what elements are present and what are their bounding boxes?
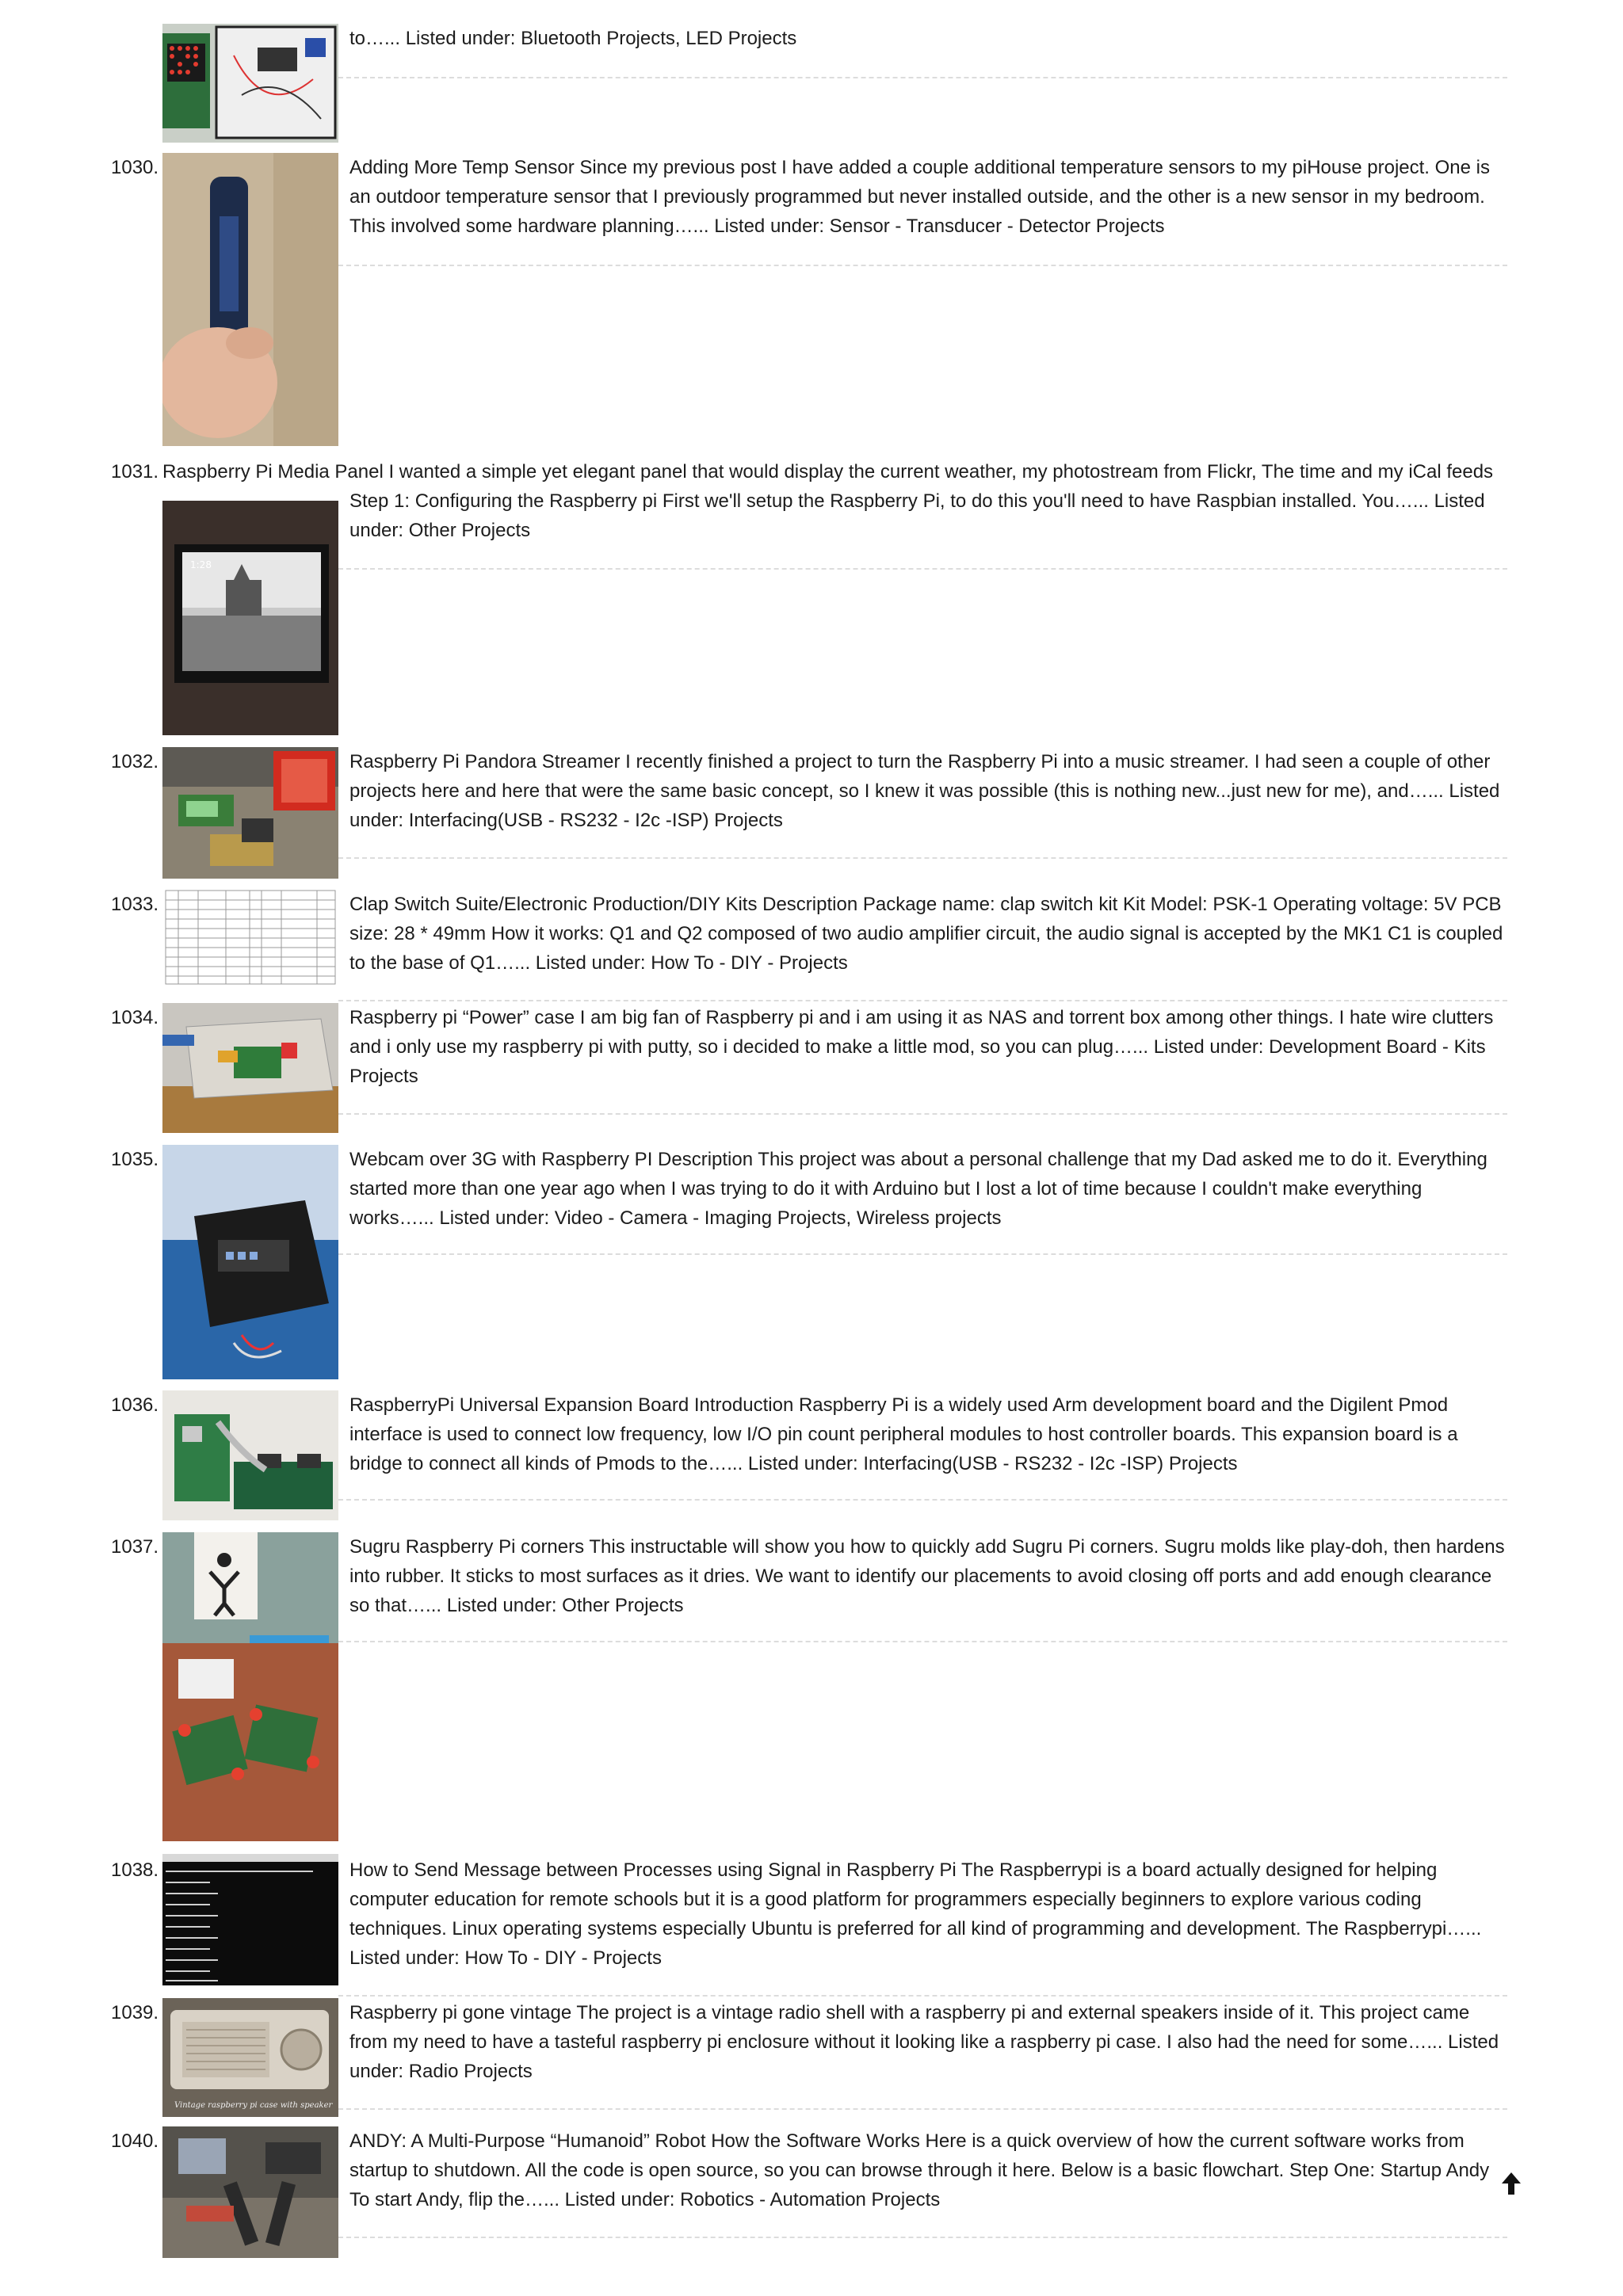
thumbnail-image[interactable] bbox=[162, 501, 338, 735]
thumbnail-image[interactable] bbox=[162, 1145, 338, 1379]
item-number: 1040. bbox=[111, 2130, 159, 2152]
thumbnail-image[interactable] bbox=[162, 1854, 338, 1985]
divider bbox=[338, 1995, 1507, 1997]
divider bbox=[338, 1641, 1507, 1642]
item-number: 1038. bbox=[111, 1859, 159, 1881]
item-number: 1032. bbox=[111, 751, 159, 772]
thumbnail-image[interactable] bbox=[162, 24, 338, 143]
thumbnail-image[interactable] bbox=[162, 1390, 338, 1520]
divider bbox=[338, 2108, 1507, 2110]
listing-text[interactable]: Webcam over 3G with Raspberry PI Description This project was about a personal challenge that my Dad asked me to do it. Everything started more than one year ago when I was trying to do it with Arduino but I lost a lot of time because I couldn't make everything works…... Listed under: Video - Camera - Imaging Projects, Wireless projects bbox=[349, 1149, 1487, 1229]
divider bbox=[338, 568, 1507, 570]
thumbnail-caption: Vintage raspberry pi case with speaker bbox=[174, 2101, 333, 2110]
listing-text[interactable]: Raspberry pi gone vintage The project is a vintage radio shell with a raspberry pi and external speakers inside of it. This project came from my need to have a tasteful raspberry pi enclosure without it looking like a raspberry pi case. I also had the need for some…... Listed under: Radio Projects bbox=[349, 2002, 1499, 2082]
listing-text[interactable]: to…... Listed under: Bluetooth Projects, LED Projects bbox=[349, 28, 797, 49]
divider bbox=[338, 265, 1507, 266]
divider bbox=[338, 1499, 1507, 1501]
thumbnail-image[interactable] bbox=[162, 1532, 338, 1841]
thumbnail-image[interactable] bbox=[162, 747, 338, 879]
divider bbox=[338, 857, 1507, 859]
listing-text[interactable]: Step 1: Configuring the Raspberry pi First we'll setup the Raspberry Pi, to do this you'll need to have Raspbian installed. You…... Listed under: Other Projects bbox=[349, 490, 1485, 541]
divider bbox=[338, 1000, 1507, 1001]
listing-text[interactable]: How to Send Message between Processes using Signal in Raspberry Pi The Raspberrypi is a board actually designed for helping computer education for remote schools but it is a good platform for programmers especially beginners to explore various coding techniques. Linux operating systems especially Ubuntu is preferred for all kind of programming and development. The Raspberrypi…... Listed under: How To - DIY - Projects bbox=[349, 1859, 1482, 1969]
item-number: 1030. bbox=[111, 157, 159, 178]
divider bbox=[338, 77, 1507, 78]
arrow-up-icon[interactable] bbox=[1500, 2171, 1522, 2196]
thumbnail-image[interactable] bbox=[162, 153, 338, 446]
thumbnail-image[interactable] bbox=[162, 887, 338, 987]
thumbnail-image[interactable] bbox=[162, 2126, 338, 2258]
divider bbox=[338, 1113, 1507, 1115]
divider bbox=[338, 2237, 1507, 2238]
svg-text:1:28: 1:28 bbox=[190, 559, 212, 570]
listing-text[interactable]: Adding More Temp Sensor Since my previous post I have added a couple additional temperature sensors to my piHouse project. One is an outdoor temperature sensor that I previously programmed but never installed outside, and the other is a new sensor in my bedroom. This involved some hardware planning…... Listed under: Sensor - Transducer - Detector Projects bbox=[349, 157, 1491, 237]
thumbnail-image[interactable] bbox=[162, 1998, 338, 2117]
item-number: 1037. bbox=[111, 1536, 159, 1558]
listing-text[interactable]: Raspberry pi “Power” case I am big fan of Raspberry pi and i am using it as NAS and torrent box among other things. I hate wire clutters and i only use my raspberry pi with putty, so i decided to make a little mod, so you can plug…... Listed under: Development Board - Kits Projects bbox=[349, 1007, 1494, 1087]
listing-title-line[interactable]: Raspberry Pi Media Panel I wanted a simple yet elegant panel that would display the current weather, my photostream from Flickr, The time and my iCal feeds bbox=[162, 461, 1494, 482]
listing-text[interactable]: Raspberry Pi Pandora Streamer I recently finished a project to turn the Raspberry Pi into a music streamer. I had seen a couple of other projects here and here that were the same basic concept, so I knew it was possible (this is nothing new...just new for me), and…... Listed under: Interfacing(USB - RS232 - I2c -ISP) Projects bbox=[349, 751, 1500, 831]
item-number: 1031. bbox=[111, 461, 159, 482]
listing-text[interactable]: ANDY: A Multi-Purpose “Humanoid” Robot How the Software Works Here is a quick overview of how the current software works from startup to shutdown. All the code is open source, so you can browse through it here. Below is a basic flowchart. Step One: Startup Andy To start Andy, flip the…... Listed under: Robotics - Automation Projects bbox=[349, 2130, 1490, 2210]
item-number: 1034. bbox=[111, 1007, 159, 1028]
item-number: 1035. bbox=[111, 1149, 159, 1170]
item-number: 1036. bbox=[111, 1394, 159, 1416]
divider bbox=[338, 1253, 1507, 1255]
item-number: 1033. bbox=[111, 894, 159, 915]
item-number: 1039. bbox=[111, 2002, 159, 2023]
listing-text[interactable]: Clap Switch Suite/Electronic Production/DIY Kits Description Package name: clap switch kit Kit Model: PSK-1 Operating voltage: 5V PCB size: 28 * 49mm How it works: Q1 and Q2 composed of two audio amplifier circuit, the audio signal is accepted by the MK1 C1 is coupled to the base of Q1…... Listed under: How To - DIY - Projects bbox=[349, 894, 1503, 974]
listing-text[interactable]: Sugru Raspberry Pi corners This instructable will show you how to quickly add Sugru Pi corners. Sugru molds like play-doh, then hardens into rubber. It sticks to most surfaces as it dries. We want to identify our placements to avoid closing off ports and add enough clearance so that…... Listed under: Other Projects bbox=[349, 1536, 1505, 1616]
thumbnail-image[interactable] bbox=[162, 1003, 338, 1133]
listing-text[interactable]: RaspberryPi Universal Expansion Board Introduction Raspberry Pi is a widely used Arm development board and the Digilent Pmod interface is used to connect low frequency, low I/O pin count peripheral modules to host controller boards. This expansion board is a bridge to connect all kinds of Pmods to the…... Listed under: Interfacing(USB - RS232 - I2c -ISP) Projects bbox=[349, 1394, 1458, 1474]
